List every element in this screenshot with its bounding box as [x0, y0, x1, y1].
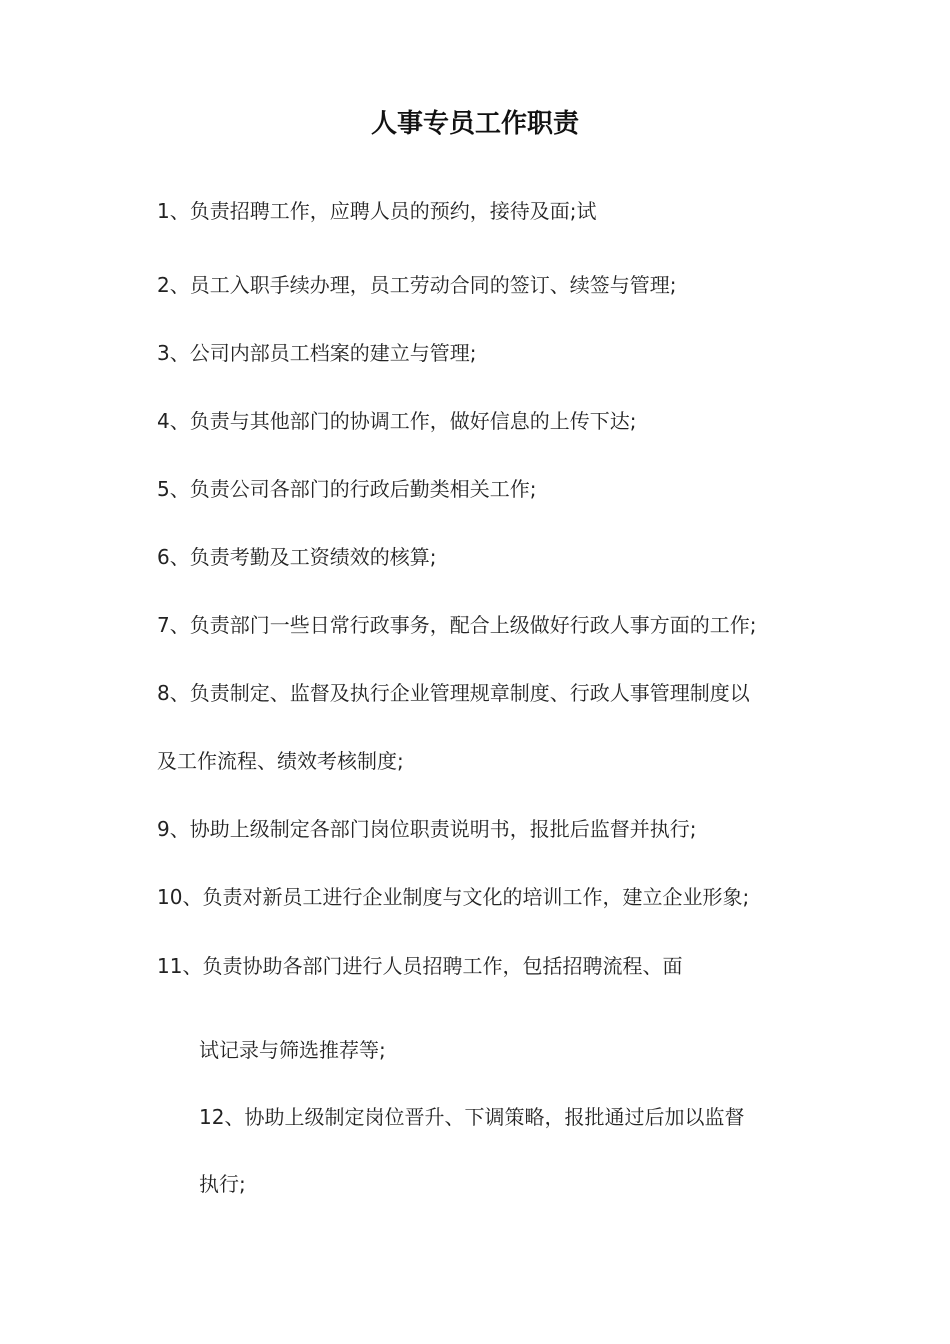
duty-line-7: 7、负责部门一些日常行政事务，配合上级做好行政人事方面的工作; — [157, 613, 757, 637]
document-title: 人事专员工作职责 — [370, 109, 579, 139]
duty-line-12: 12、协助上级制定岗位晋升、下调策略，报批通过后加以监督 — [199, 1105, 745, 1129]
duty-line-3: 3、公司内部员工档案的建立与管理; — [157, 341, 477, 365]
duty-line-5: 5、负责公司各部门的行政后勤类相关工作; — [157, 477, 537, 501]
duty-line-10: 10、负责对新员工进行企业制度与文化的培训工作，建立企业形象; — [157, 885, 750, 909]
duty-line-11: 11、负责协助各部门进行人员招聘工作，包括招聘流程、面 — [157, 954, 683, 978]
duty-line-4: 4、负责与其他部门的协调工作，做好信息的上传下达; — [157, 409, 637, 433]
duty-line-12-continued: 执行; — [199, 1172, 246, 1196]
duty-line-8: 8、负责制定、监督及执行企业管理规章制度、行政人事管理制度以 — [157, 681, 750, 705]
duty-line-2: 2、员工入职手续办理，员工劳动合同的签订、续签与管理; — [157, 273, 677, 297]
duty-line-9: 9、协助上级制定各部门岗位职责说明书，报批后监督并执行; — [157, 817, 697, 841]
duty-line-6: 6、负责考勤及工资绩效的核算; — [157, 545, 437, 569]
duty-line-1: 1、负责招聘工作，应聘人员的预约，接待及面;试 — [157, 199, 597, 223]
duty-line-8-continued: 及工作流程、绩效考核制度; — [157, 749, 404, 773]
duty-line-11-continued: 试记录与筛选推荐等; — [199, 1038, 386, 1062]
